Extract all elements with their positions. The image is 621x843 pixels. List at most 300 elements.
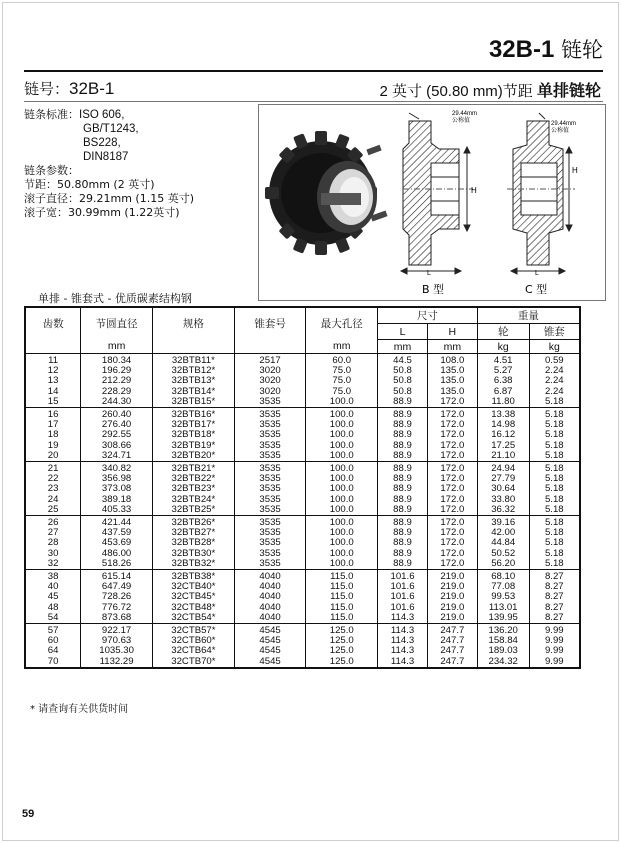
- bush-cell: 3535: [234, 516, 306, 529]
- b-dim-note-top: 29.44mm: [452, 111, 478, 117]
- spec-cell: 32CTB54*: [152, 613, 234, 624]
- teeth-cell: 17: [25, 420, 81, 430]
- bush-weight-cell: 5.18: [529, 451, 580, 462]
- wheel-weight-cell: 13.38: [477, 408, 529, 421]
- pitch-diameter-cell: 421.44: [81, 516, 153, 529]
- wheel-weight-cell: 68.10: [477, 570, 529, 583]
- teeth-cell: 11: [25, 354, 81, 367]
- wheel-weight-cell: 27.79: [477, 474, 529, 484]
- l-cell: 114.3: [378, 636, 428, 646]
- pitch-diameter-cell: 180.34: [81, 354, 153, 367]
- c-l-label: L: [535, 270, 539, 277]
- wheel-weight-cell: 99.53: [477, 592, 529, 602]
- bush-weight-cell: 9.99: [544, 645, 564, 657]
- pitch-diameter-cell: 308.66: [81, 441, 153, 451]
- bush-weight-cell: 5.18: [544, 547, 564, 559]
- pitch-diameter-cell: 228.29: [81, 387, 153, 397]
- max-bore-cell: 125.0: [306, 624, 378, 637]
- pitch-diameter-cell: 873.68: [81, 613, 153, 624]
- bush-weight-cell: 9.99: [544, 625, 564, 637]
- teeth-cell: 70: [25, 657, 81, 668]
- max-bore-cell: 125.0: [306, 657, 378, 668]
- bush-weight-cell: 5.18: [529, 505, 580, 516]
- h-cell: 172.0: [427, 441, 477, 451]
- h-cell: 172.0: [427, 451, 477, 462]
- h-cell: 135.0: [427, 376, 477, 386]
- bush-cell: 2517: [234, 354, 306, 367]
- standard-item: GB/T1243,: [83, 123, 139, 135]
- l-cell: 88.9: [378, 397, 428, 408]
- bush-weight-cell: 2.24: [544, 385, 564, 397]
- wheel-weight-cell: 56.20: [477, 559, 529, 570]
- spec-cell: 32CTB70*: [152, 657, 234, 668]
- standard-item: DIN8187: [83, 151, 129, 163]
- table-body: [25, 354, 580, 668]
- max-bore-cell: 100.0: [306, 538, 378, 548]
- wheel-weight-cell: 44.84: [477, 538, 529, 548]
- bush-cell: 3535: [234, 462, 306, 475]
- spec-cell: 32BTB28*: [152, 538, 234, 548]
- bush-cell: 3535: [234, 441, 306, 451]
- bush-cell: 3535: [234, 420, 306, 430]
- max-bore-cell: 100.0: [306, 528, 378, 538]
- teeth-cell: 12: [25, 366, 81, 376]
- bush-weight-cell: 5.18: [544, 419, 564, 431]
- spec-cell: 32BTB15*: [152, 397, 234, 408]
- pitch-diameter-cell: 518.26: [81, 559, 153, 570]
- wheel-weight-cell: 24.94: [477, 462, 529, 475]
- title-rule: [24, 70, 603, 72]
- h-cell: 172.0: [427, 397, 477, 408]
- teeth-cell: 45: [25, 592, 81, 602]
- l-cell: 101.6: [378, 582, 428, 592]
- header-max-bore: 最大孔径: [306, 307, 378, 340]
- bush-cell: 4545: [234, 657, 306, 668]
- pitch-heading: [379, 78, 601, 101]
- spec-cell: 32BTB27*: [152, 528, 234, 538]
- wheel-weight-cell: 4.51: [477, 354, 529, 367]
- bush-weight-cell: 5.18: [529, 559, 580, 570]
- bush-cell: 3535: [234, 474, 306, 484]
- max-bore-cell: 100.0: [306, 474, 378, 484]
- wheel-weight-cell: 36.32: [477, 505, 529, 516]
- spec-cell: 32CTB57*: [152, 624, 234, 637]
- h-cell: 172.0: [427, 549, 477, 559]
- spec-cell: 32BTB26*: [152, 516, 234, 529]
- bush-weight-cell: 5.18: [544, 537, 564, 549]
- h-cell: 247.7: [427, 657, 477, 668]
- max-bore-cell: 125.0: [306, 636, 378, 646]
- spec-cell: 32CTB48*: [152, 603, 234, 613]
- pitch-diameter-cell: 373.08: [81, 484, 153, 494]
- teeth-cell: 24: [25, 495, 81, 505]
- max-bore-cell: 100.0: [306, 505, 378, 516]
- l-cell: 44.5: [378, 354, 428, 367]
- pitch-type: 单排链轮: [536, 81, 601, 100]
- teeth-cell: 64: [25, 646, 81, 656]
- wheel-weight-cell: 158.84: [477, 636, 529, 646]
- max-bore-cell: 100.0: [306, 484, 378, 494]
- spec-cell: 32BTB32*: [152, 559, 234, 570]
- teeth-cell: 48: [25, 603, 81, 613]
- type-c-section: [507, 113, 575, 274]
- bush-cell: 3020: [234, 366, 306, 376]
- roller-width-line: 滚子宽：30.99mm (1.22英寸): [24, 206, 180, 219]
- l-cell: 88.9: [378, 516, 428, 529]
- pitch-diameter-cell: 453.69: [81, 538, 153, 548]
- teeth-cell: 30: [25, 549, 81, 559]
- bush-cell: 4040: [234, 603, 306, 613]
- h-cell: 219.0: [427, 613, 477, 624]
- pitch-diameter-cell: 356.98: [81, 474, 153, 484]
- bush-weight-cell: 2.24: [544, 375, 564, 387]
- bush-weight-cell: 8.27: [544, 591, 564, 603]
- teeth-cell: 60: [25, 636, 81, 646]
- l-cell: 88.9: [378, 549, 428, 559]
- teeth-cell: 25: [25, 505, 81, 516]
- wheel-weight-cell: 136.20: [477, 624, 529, 637]
- l-cell: 88.9: [378, 484, 428, 494]
- table-row: [25, 657, 580, 668]
- wheel-weight-cell: 42.00: [477, 528, 529, 538]
- bush-weight-cell: 5.18: [529, 397, 580, 408]
- header-bush-weight: 锥套: [529, 324, 580, 340]
- unit-h: mm: [427, 340, 477, 354]
- table-row: [25, 613, 580, 624]
- l-cell: 50.8: [378, 366, 428, 376]
- unit-pitch-diameter: mm: [81, 340, 153, 354]
- chain-no-label: 链号：: [24, 80, 70, 98]
- bush-cell: 3535: [234, 559, 306, 570]
- teeth-cell: 15: [25, 397, 81, 408]
- spec-cell: 32CTB60*: [152, 636, 234, 646]
- max-bore-cell: 115.0: [306, 592, 378, 602]
- sprocket-figure: [258, 104, 606, 301]
- pitch-diameter-cell: 615.14: [81, 570, 153, 583]
- header-bush: 锥套号: [234, 307, 306, 340]
- wheel-weight-cell: 5.27: [477, 366, 529, 376]
- c-h-label: H: [572, 166, 578, 175]
- teeth-cell: 57: [25, 624, 81, 637]
- teeth-cell: 13: [25, 376, 81, 386]
- sprocket-drawing: [259, 105, 605, 300]
- max-bore-cell: 100.0: [306, 516, 378, 529]
- l-cell: 114.3: [378, 613, 428, 624]
- spec-cell: 32BTB25*: [152, 505, 234, 516]
- wheel-weight-cell: 6.87: [477, 387, 529, 397]
- pitch-diameter-cell: 776.72: [81, 603, 153, 613]
- teeth-cell: 54: [25, 613, 81, 624]
- pitch-diameter-cell: 292.55: [81, 430, 153, 440]
- teeth-cell: 16: [25, 408, 81, 421]
- b-dim-note-bottom: 公称值: [452, 117, 471, 124]
- bush-cell: 3020: [234, 376, 306, 386]
- wheel-weight-cell: 77.08: [477, 582, 529, 592]
- h-cell: 247.7: [427, 636, 477, 646]
- pitch-diameter-cell: 260.40: [81, 408, 153, 421]
- l-cell: 88.9: [378, 474, 428, 484]
- h-cell: 172.0: [427, 528, 477, 538]
- table-row: [25, 559, 580, 570]
- max-bore-cell: 100.0: [306, 462, 378, 475]
- l-cell: 88.9: [378, 420, 428, 430]
- bush-weight-cell: 0.59: [544, 355, 564, 366]
- h-cell: 172.0: [427, 516, 477, 529]
- unit-l: mm: [378, 340, 428, 354]
- pitch-diameter-cell: 728.26: [81, 592, 153, 602]
- l-cell: 88.9: [378, 495, 428, 505]
- pitch-diameter-cell: 1035.30: [81, 646, 153, 656]
- bush-weight-cell: 5.18: [544, 517, 564, 529]
- bush-weight-cell: 5.18: [544, 527, 564, 539]
- sub-rule: [24, 101, 603, 102]
- header-dimensions: 尺寸: [378, 307, 478, 324]
- header-spec: 规格: [152, 307, 234, 340]
- bush-weight-cell: 5.18: [544, 473, 564, 485]
- wheel-weight-cell: 234.32: [477, 657, 529, 668]
- bush-weight-cell: 5.18: [544, 493, 564, 505]
- spec-cell: 32BTB38*: [152, 570, 234, 583]
- teeth-cell: 38: [25, 570, 81, 583]
- type-c-label: C 型: [525, 283, 548, 296]
- wheel-weight-cell: 21.10: [477, 451, 529, 462]
- l-cell: 88.9: [378, 441, 428, 451]
- wheel-weight-cell: 30.64: [477, 484, 529, 494]
- pitch-diameter-cell: 922.17: [81, 624, 153, 637]
- l-cell: 101.6: [378, 603, 428, 613]
- h-cell: 172.0: [427, 474, 477, 484]
- h-cell: 172.0: [427, 559, 477, 570]
- max-bore-cell: 100.0: [306, 430, 378, 440]
- h-cell: 172.0: [427, 495, 477, 505]
- teeth-cell: 20: [25, 451, 81, 462]
- header-l: L: [378, 324, 428, 340]
- title-code: 32B-1: [488, 36, 555, 63]
- table-caption: 单排 - 锥套式 - 优质碳素结构钢: [38, 292, 192, 305]
- bush-cell: 4040: [234, 592, 306, 602]
- teeth-cell: 14: [25, 387, 81, 397]
- bush-weight-cell: 8.27: [544, 581, 564, 593]
- teeth-cell: 40: [25, 582, 81, 592]
- max-bore-cell: 115.0: [306, 582, 378, 592]
- b-h-label: H: [471, 186, 477, 195]
- title-cn: 链轮: [561, 38, 603, 62]
- h-cell: 219.0: [427, 592, 477, 602]
- unit-bush-weight: kg: [529, 340, 580, 354]
- pitch-diameter-cell: 212.29: [81, 376, 153, 386]
- wheel-weight-cell: 33.80: [477, 495, 529, 505]
- pitch-diameter-cell: 340.82: [81, 462, 153, 475]
- pitch-line: 节距：50.80mm (2 英寸): [24, 178, 155, 191]
- chain-no-value: 32B-1: [69, 79, 115, 98]
- bush-cell: 4545: [234, 636, 306, 646]
- type-b-label: B 型: [422, 283, 445, 296]
- spec-cell: 32BTB21*: [152, 462, 234, 475]
- l-cell: 88.9: [378, 559, 428, 570]
- l-cell: 88.9: [378, 451, 428, 462]
- max-bore-cell: 115.0: [306, 570, 378, 583]
- type-b-section: [401, 113, 473, 274]
- bush-cell: 4545: [234, 646, 306, 656]
- bush-weight-cell: 5.18: [544, 429, 564, 441]
- pitch-diameter-cell: 389.18: [81, 495, 153, 505]
- l-cell: 101.6: [378, 592, 428, 602]
- wheel-weight-cell: 16.12: [477, 430, 529, 440]
- wheel-weight-cell: 17.25: [477, 441, 529, 451]
- h-cell: 219.0: [427, 570, 477, 583]
- bush-weight-cell: 8.27: [544, 571, 564, 583]
- pitch-diameter-cell: 196.29: [81, 366, 153, 376]
- teeth-cell: 28: [25, 538, 81, 548]
- max-bore-cell: 100.0: [306, 451, 378, 462]
- bush-weight-cell: 9.99: [544, 635, 564, 647]
- h-cell: 247.7: [427, 624, 477, 637]
- l-cell: 114.3: [378, 624, 428, 637]
- wheel-weight-cell: 6.38: [477, 376, 529, 386]
- bush-cell: 3535: [234, 549, 306, 559]
- wheel-weight-cell: 14.98: [477, 420, 529, 430]
- teeth-cell: 21: [25, 462, 81, 475]
- l-cell: 88.9: [378, 505, 428, 516]
- header-teeth: 齿数: [25, 307, 81, 340]
- spec-cell: 32BTB22*: [152, 474, 234, 484]
- h-cell: 172.0: [427, 538, 477, 548]
- spec-cell: 32BTB23*: [152, 484, 234, 494]
- bush-weight-cell: 8.27: [544, 601, 564, 613]
- spec-cell: 32CTB64*: [152, 646, 234, 656]
- sprocket-table: [24, 306, 581, 669]
- spec-cell: 32BTB17*: [152, 420, 234, 430]
- teeth-cell: 27: [25, 528, 81, 538]
- spec-cell: 32BTB13*: [152, 376, 234, 386]
- wheel-weight-cell: 139.95: [477, 613, 529, 624]
- pitch-diameter-cell: 405.33: [81, 505, 153, 516]
- bush-cell: 3535: [234, 538, 306, 548]
- max-bore-cell: 100.0: [306, 549, 378, 559]
- bush-weight-cell: 5.18: [544, 483, 564, 495]
- h-cell: 135.0: [427, 366, 477, 376]
- spec-cell: 32CTB40*: [152, 582, 234, 592]
- unit-wheel: kg: [477, 340, 529, 354]
- pitch-diameter-cell: 244.30: [81, 397, 153, 408]
- l-cell: 114.3: [378, 657, 428, 668]
- h-cell: 172.0: [427, 430, 477, 440]
- h-cell: 172.0: [427, 462, 477, 475]
- spec-cell: 32CTB45*: [152, 592, 234, 602]
- l-cell: 88.9: [378, 408, 428, 421]
- l-cell: 88.9: [378, 462, 428, 475]
- l-cell: 88.9: [378, 528, 428, 538]
- pitch-diameter-cell: 276.40: [81, 420, 153, 430]
- bush-cell: 4545: [234, 624, 306, 637]
- spec-cell: 32BTB24*: [152, 495, 234, 505]
- max-bore-cell: 75.0: [306, 376, 378, 386]
- teeth-cell: 26: [25, 516, 81, 529]
- standard-label: 链条标准：: [24, 108, 79, 121]
- bush-weight-cell: 8.27: [529, 613, 580, 624]
- spec-cell: 32BTB20*: [152, 451, 234, 462]
- wheel-weight-cell: 189.03: [477, 646, 529, 656]
- spec-cell: 32BTB16*: [152, 408, 234, 421]
- bush-cell: 3535: [234, 430, 306, 440]
- wheel-weight-cell: 50.52: [477, 549, 529, 559]
- teeth-cell: 19: [25, 441, 81, 451]
- max-bore-cell: 60.0: [306, 354, 378, 367]
- h-cell: 135.0: [427, 387, 477, 397]
- params-label: 链条参数：: [24, 164, 79, 177]
- table-row: [25, 397, 580, 408]
- teeth-cell: 22: [25, 474, 81, 484]
- bush-cell: 3535: [234, 408, 306, 421]
- wheel-weight-cell: 39.16: [477, 516, 529, 529]
- bush-cell: 4040: [234, 613, 306, 624]
- roller-diameter-line: 滚子直径：29.21mm (1.15 英寸): [24, 192, 194, 205]
- l-cell: 88.9: [378, 430, 428, 440]
- bush-weight-cell: 2.24: [544, 365, 564, 377]
- bush-cell: 4040: [234, 570, 306, 583]
- l-cell: 50.8: [378, 376, 428, 386]
- page-title: [489, 34, 603, 64]
- bush-cell: 3535: [234, 397, 306, 408]
- wheel-weight-cell: 11.80: [477, 397, 529, 408]
- max-bore-cell: 100.0: [306, 397, 378, 408]
- h-cell: 172.0: [427, 505, 477, 516]
- c-dim-note-bottom: 公称值: [551, 127, 570, 134]
- l-cell: 114.3: [378, 646, 428, 656]
- max-bore-cell: 125.0: [306, 646, 378, 656]
- max-bore-cell: 100.0: [306, 495, 378, 505]
- h-cell: 172.0: [427, 420, 477, 430]
- bush-cell: 3020: [234, 387, 306, 397]
- teeth-cell: 32: [25, 559, 81, 570]
- bush-cell: 4040: [234, 582, 306, 592]
- l-cell: 50.8: [378, 387, 428, 397]
- bush-cell: 3535: [234, 484, 306, 494]
- l-cell: 101.6: [378, 570, 428, 583]
- sprocket-photo: [265, 131, 388, 255]
- footnote: * 请查询有关供货时间: [30, 704, 129, 715]
- chain-specs: [24, 108, 194, 220]
- spec-cell: 32BTB30*: [152, 549, 234, 559]
- max-bore-cell: 100.0: [306, 420, 378, 430]
- teeth-cell: 18: [25, 430, 81, 440]
- teeth-cell: 23: [25, 484, 81, 494]
- spec-cell: 32BTB19*: [152, 441, 234, 451]
- max-bore-cell: 115.0: [306, 613, 378, 624]
- bush-cell: 3535: [234, 451, 306, 462]
- max-bore-cell: 100.0: [306, 559, 378, 570]
- bush-weight-cell: 5.18: [544, 439, 564, 451]
- bush-weight-cell: 5.18: [544, 463, 564, 475]
- header-wheel: 轮: [477, 324, 529, 340]
- standard-item: ISO 606,: [79, 109, 125, 121]
- table-row: [25, 451, 580, 462]
- max-bore-cell: 75.0: [306, 366, 378, 376]
- wheel-weight-cell: 113.01: [477, 603, 529, 613]
- table-row: [25, 505, 580, 516]
- chain-number: [24, 78, 114, 99]
- pitch-text: 2 英寸 (50.80 mm)节距: [379, 83, 533, 100]
- c-dim-note-top: 29.44mm: [551, 121, 577, 127]
- max-bore-cell: 115.0: [306, 603, 378, 613]
- h-cell: 247.7: [427, 646, 477, 656]
- max-bore-cell: 75.0: [306, 387, 378, 397]
- standard-item: BS228,: [83, 137, 121, 149]
- pitch-diameter-cell: 1132.29: [81, 657, 153, 668]
- header-weight: 重量: [477, 307, 580, 324]
- h-cell: 219.0: [427, 582, 477, 592]
- l-cell: 88.9: [378, 538, 428, 548]
